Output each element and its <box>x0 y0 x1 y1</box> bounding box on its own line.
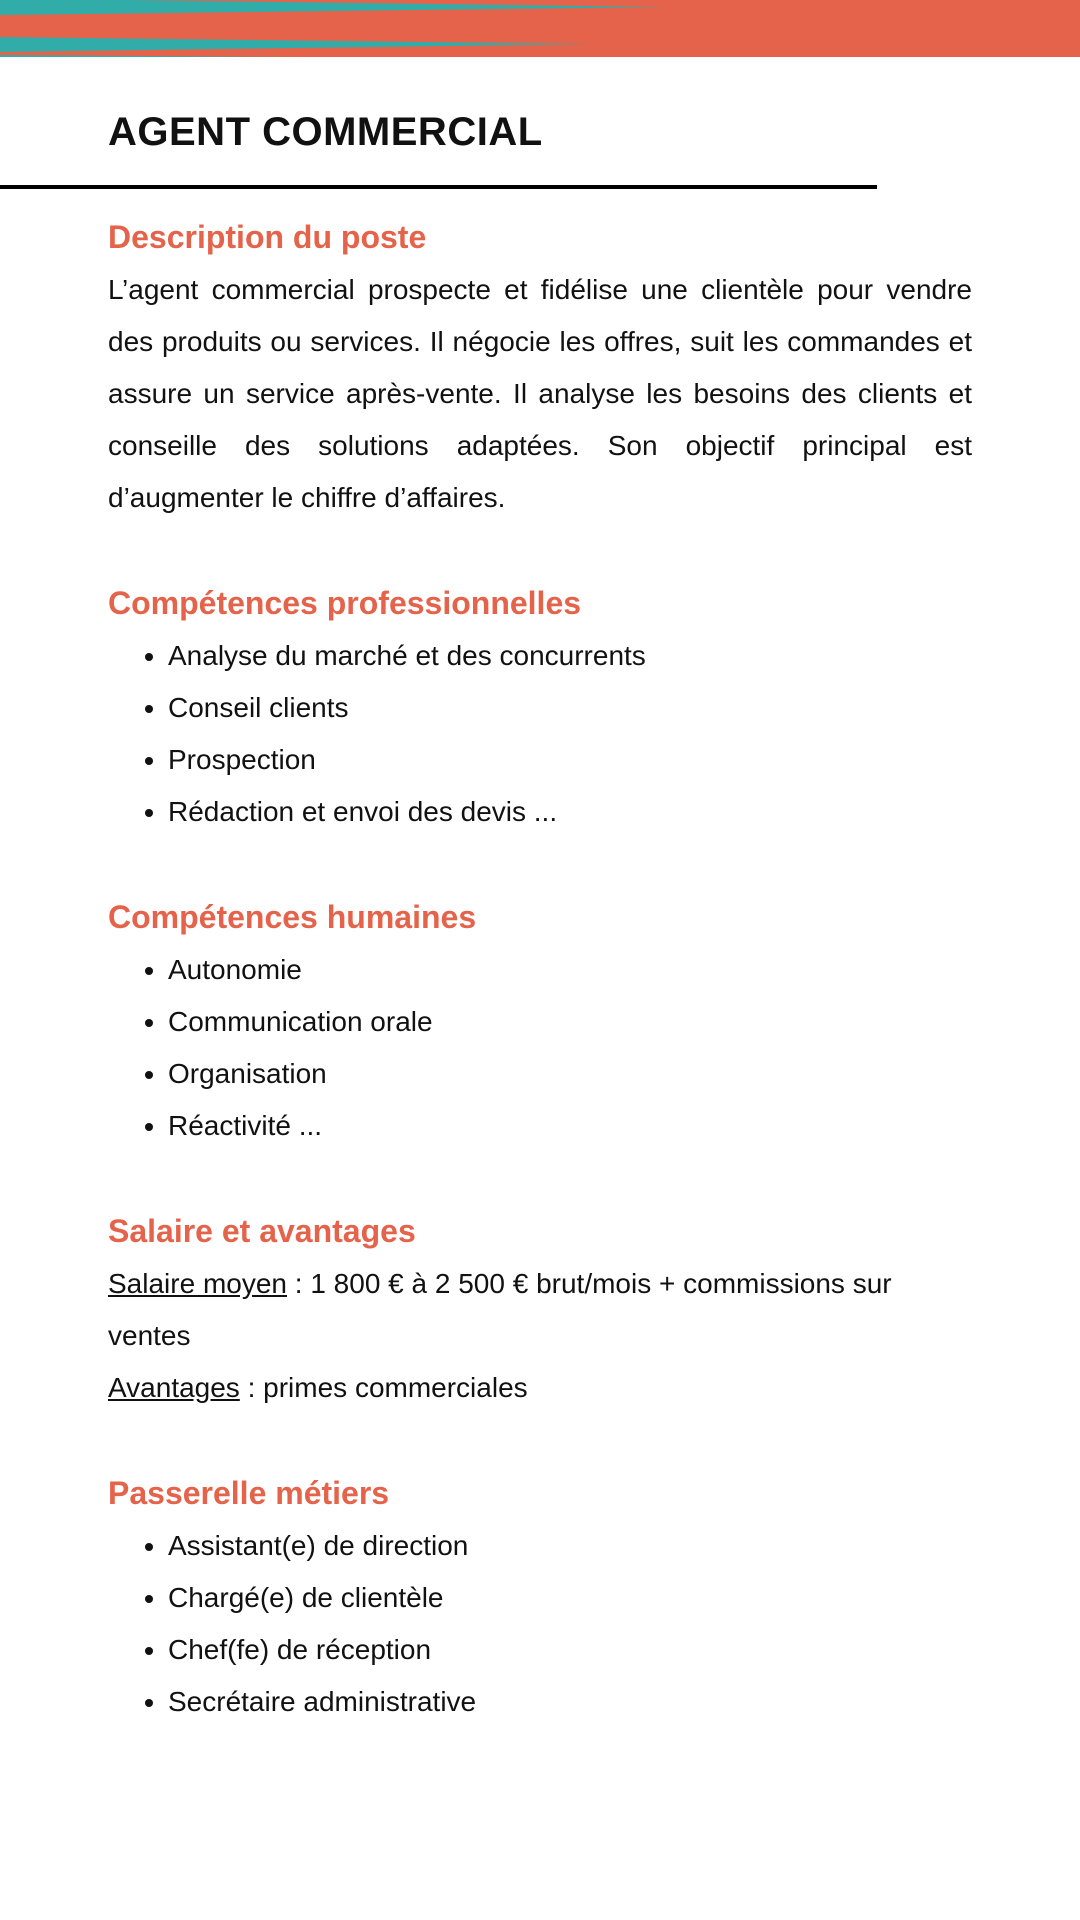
description-section <box>108 214 972 524</box>
job-sheet <box>108 214 972 1784</box>
title-divider <box>0 185 877 189</box>
list-item: • Chef(fe) de réception <box>168 1624 972 1676</box>
pro-skills-section <box>108 580 972 838</box>
list-item: • Rédaction et envoi des devis ... <box>168 786 972 838</box>
list-item: • Assistant(e) de direction <box>168 1520 972 1572</box>
list-item: • Organisation <box>168 1048 972 1100</box>
list-item: • Secrétaire administrative <box>168 1676 972 1728</box>
list-item: • Prospection <box>168 734 972 786</box>
benefits-label: Avantages <box>108 1372 240 1403</box>
section-heading: Compétences humaines <box>108 899 477 935</box>
salary-value: : 1 800 € à 2 500 € brut/mois + commissions sur ventes <box>108 1268 892 1351</box>
description-text: L’agent commercial prospecte et fidélise une clientèle pour vendre des produits ou services. Il négocie les offres, suit les commandes et assure un service après-vente. Il analyse les besoins des clients et conseille des solutions adaptées. Son objectif principal est d’augmenter le chiffre d’affaires. <box>108 274 972 513</box>
page-title: AGENT COMMERCIAL <box>108 110 543 154</box>
header-banner <box>0 0 1080 57</box>
human-skills-section <box>108 894 972 1152</box>
section-heading: Description du poste <box>108 219 427 255</box>
section-heading: Passerelle métiers <box>108 1475 390 1511</box>
list-item: • Conseil clients <box>168 682 972 734</box>
salary-section <box>108 1208 972 1414</box>
section-heading: Salaire et avantages <box>108 1213 416 1249</box>
list-item: • Communication orale <box>168 996 972 1048</box>
career-bridges-section <box>108 1470 972 1728</box>
section-heading: Compétences professionnelles <box>108 585 582 621</box>
list-item: • Chargé(e) de clientèle <box>168 1572 972 1624</box>
list-item: • Réactivité ... <box>168 1100 972 1152</box>
salary-label: Salaire moyen <box>108 1268 287 1299</box>
list-item: • Autonomie <box>168 944 972 996</box>
list-item: • Analyse du marché et des concurrents <box>168 630 972 682</box>
benefits-value: : primes commerciales <box>239 1372 528 1403</box>
